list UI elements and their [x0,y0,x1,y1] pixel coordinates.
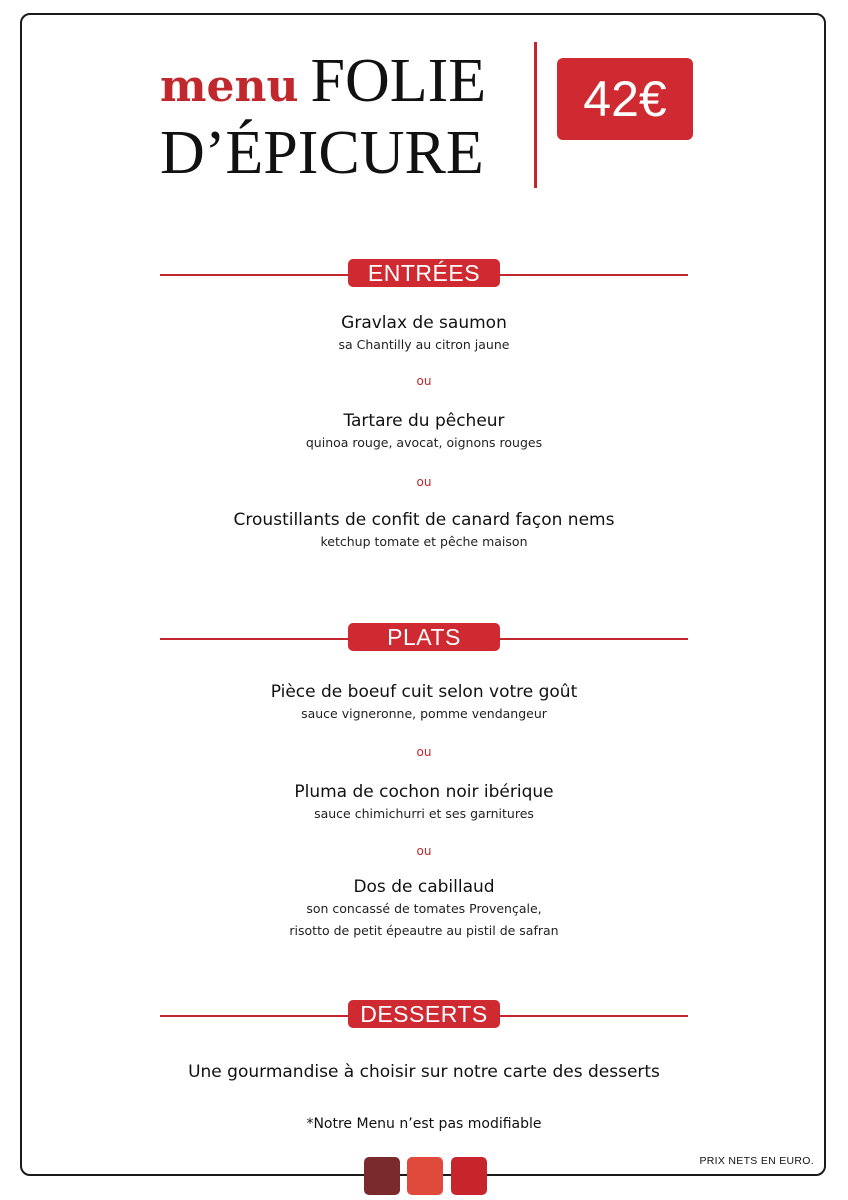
dish-description: quinoa rouge, avocat, oignons rouges [305,435,543,450]
title-epicure: D’ÉPICURE [160,119,484,187]
swatch-red [451,1157,487,1195]
menu-item [0,781,848,825]
prices-note: PRIX NETS EN EURO. [699,1155,814,1167]
section-header-entrees [160,259,688,289]
section-header-desserts [160,1000,688,1030]
dish-name: Pièce de boeuf cuit selon votre goût [270,682,578,702]
swatch-orange-red [407,1157,443,1195]
section-label: PLATS [348,623,500,651]
dish-name: Pluma de cochon noir ibérique [294,782,554,802]
menu-title [160,40,530,190]
menu-note: *Notre Menu n’est pas modifiable [306,1116,542,1132]
title-folie: FOLIE [310,47,487,115]
dish-name: Croustillants de confit de canard façon nems [233,510,615,530]
price-badge: 42€ [557,58,693,140]
or-separator: ou [416,844,432,858]
dish-description: sa Chantilly au citron jaune [338,337,510,352]
menu-item [0,876,848,942]
section-label: DESSERTS [348,1000,500,1028]
or-separator: ou [416,475,432,489]
menu-item [0,312,848,356]
dish-name: Tartare du pêcheur [343,411,505,431]
dish-description: ketchup tomate et pêche maison [320,534,528,549]
swatch-dark-red [364,1157,400,1195]
title-divider [534,42,537,188]
section-label: ENTRÉES [348,259,500,287]
or-separator: ou [416,374,432,388]
section-header-plats [160,623,688,653]
dessert-text: Une gourmandise à choisir sur notre carte des desserts [188,1062,660,1082]
or-separator: ou [416,745,432,759]
dish-description: sauce chimichurri et ses garnitures [314,806,534,821]
menu-item [0,509,848,553]
menu-item [0,410,848,454]
dish-name: Gravlax de saumon [341,313,507,333]
menu-item [0,681,848,725]
title-line-1 [160,47,487,115]
menu-word: menu [160,61,299,112]
dish-description: sauce vigneronne, pomme vendangeur [301,706,547,721]
dish-name: Dos de cabillaud [353,877,495,897]
dish-description: son concassé de tomates Provençale, [306,901,542,916]
dish-description-2: risotto de petit épeautre au pistil de safran [289,923,559,938]
